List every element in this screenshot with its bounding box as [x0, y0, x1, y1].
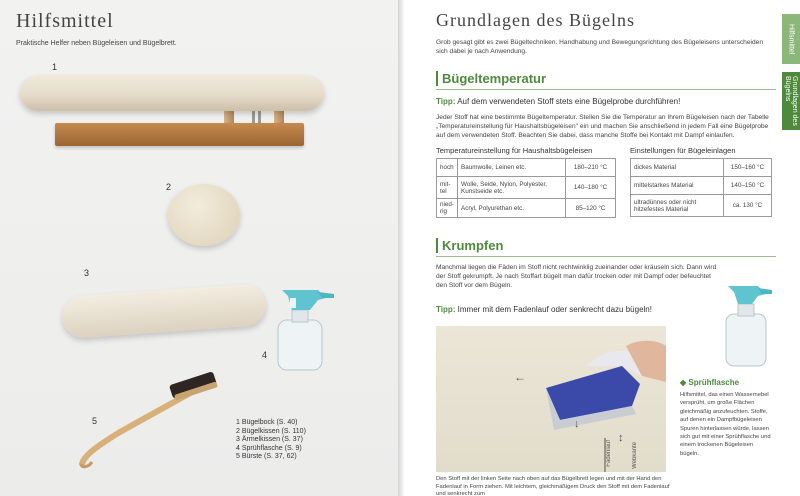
tab-hilfsmittel[interactable]: Hilfsmittel — [782, 14, 800, 64]
table-cell: hoch — [437, 159, 458, 177]
legend-item: 3 Ärmelkissen (S. 37) — [236, 436, 303, 444]
buegelbock-base — [55, 123, 304, 146]
ironing-photo — [436, 326, 666, 472]
page-title-grundlagen: Grundlagen des Bügelns — [436, 10, 635, 30]
spray-bottle-icon — [270, 284, 340, 374]
buegelbock-roll — [20, 75, 324, 111]
legend-item: 1 Bügelbock (S. 40) — [236, 419, 298, 426]
tip-grain — [436, 305, 652, 314]
item-legend — [236, 419, 306, 462]
table-cell: 150–160 °C — [724, 159, 772, 177]
table-cell: 180–210 °C — [566, 159, 616, 177]
page-title-hilfsmittel: Hilfsmittel — [16, 10, 114, 32]
tip-label: Tipp: — [436, 97, 456, 106]
table-row — [631, 195, 772, 217]
temperature-table — [436, 158, 616, 218]
temperature-body: Jeder Stoff hat eine bestimmte Bügeltemperatur. Stellen Sie die Temperatur an Ihrem Bügeleisen nach der Tabelle „Temperatureinstellung für Haushaltsbügeleisen" ein und machen Sie anschließend in jedem Fall eine Bügelprobe auf dem verwendeten Stoff. Beachten Sie dabei, dass manche Stoffe bei Kontakt mit Dampf einlaufen. — [436, 114, 769, 139]
legend-item: 5 Bürste (S. 37, 62) — [236, 453, 297, 461]
spray-bottle-icon — [718, 280, 774, 370]
table-cell: ultradünnes oder nicht hitzefestes Material — [631, 195, 724, 217]
table-row — [437, 199, 616, 218]
table-cell: mittelstarkes Material — [631, 177, 724, 195]
buegelkissen-image — [168, 184, 240, 246]
table-cell: 85–120 °C — [566, 199, 616, 218]
photo-caption: Den Stoff mit der linken Seite nach oben auf das Bügelbrett legen und mit der Hand den Fadenlauf in Form ziehen. Mit leichtem, gleichmäßigem Druck den Stoff mit dem Fadenlauf und senkrecht zum — [436, 476, 670, 496]
legend-item: 2 Bügelkissen (S. 110) — [236, 427, 306, 435]
label-fadenlauf: Fadenlauf — [606, 440, 612, 467]
section-heading-buegeltemperatur: Bügeltemperatur — [436, 71, 546, 86]
table-row — [631, 159, 772, 177]
page-subtitle: Praktische Helfer neben Bügeleisen und Bügelbrett. — [16, 40, 177, 47]
arrow-down-icon: ↓ — [574, 418, 580, 430]
tip-text: Immer mit dem Fadenlauf oder senkrecht dazu bügeln! — [457, 305, 652, 314]
spray-body: Hilfsmittel, das einen Wassernebel versprüht, um große Flächen gleichmäßig anzufeuchten. Stoffe, auf denen ein Dampfbügeleisen Spuren hinterlassen würde, lassen sich gut mit einer Sprühflasche und einem trockenen Bügeleisen bügeln. — [680, 392, 771, 457]
table-cell: dickes Material — [631, 159, 724, 177]
brush-icon — [74, 370, 224, 470]
legend-item: 4 Sprühflasche (S. 9) — [236, 444, 302, 452]
arrow-vertical-icon: ↕ — [618, 432, 624, 444]
item-number-3: 3 — [84, 268, 90, 278]
table1-caption: Temperatureinstellung für Haushaltsbügeleisen — [436, 146, 593, 155]
tip-label: Tipp: — [436, 305, 456, 314]
krumpfen-body: Manchmal liegen die Fäden im Stoff nicht rechtwinklig zueinander oder kräuseln sich. Dann wird der Stoff gekrumpft. Je nach Stoffart bügelt man dafür trocken oder mit Dampf oder befeuchtet den Stoff vor dem Bügeln. — [436, 264, 717, 289]
aermelkissen-image — [61, 283, 267, 339]
item-number-1: 1 — [52, 62, 58, 72]
item-number-4: 4 — [262, 350, 268, 360]
table-cell: 140–150 °C — [724, 177, 772, 195]
tab-grundlagen[interactable]: Grundlagen des Bügelns — [782, 72, 800, 130]
table-row — [437, 177, 616, 199]
table-cell: Acryl, Polyurethan etc. — [458, 199, 566, 218]
table-row — [631, 177, 772, 195]
table-cell: Wolle, Seide, Nylon, Polyester, Kunstseide etc. — [458, 177, 566, 199]
interlining-table — [630, 158, 772, 217]
table-row — [437, 159, 616, 177]
tip-text: Auf dem verwendeten Stoff stets eine Bügelprobe durchführen! — [457, 97, 681, 106]
item-number-2: 2 — [166, 182, 172, 192]
spray-heading: ◆ Sprühflasche — [680, 378, 740, 387]
item-number-5: 5 — [92, 416, 98, 426]
table-cell: 140–180 °C — [566, 177, 616, 199]
table-cell: mit-tel — [437, 177, 458, 199]
table-cell: Baumwolle, Leinen etc. — [458, 159, 566, 177]
section-rule — [436, 89, 776, 90]
table-cell: nied-rig — [437, 199, 458, 218]
intro-text: Grob gesagt gibt es zwei Bügeltechniken. Handhabung und Bewegungsrichtung des Bügeleisens unterscheiden sich dabei je nach Anwendung. — [436, 39, 763, 55]
section-heading-krumpfen: Krumpfen — [436, 238, 503, 253]
arrow-left-icon: ← — [514, 370, 526, 384]
left-page — [0, 0, 398, 496]
table-cell: ca. 130 °C — [724, 195, 772, 217]
section-rule — [436, 256, 776, 257]
tip-temperature — [436, 97, 680, 106]
label-webkante: Webkante — [632, 442, 638, 469]
table2-caption: Einstellungen für Bügeleinlagen — [630, 146, 736, 155]
